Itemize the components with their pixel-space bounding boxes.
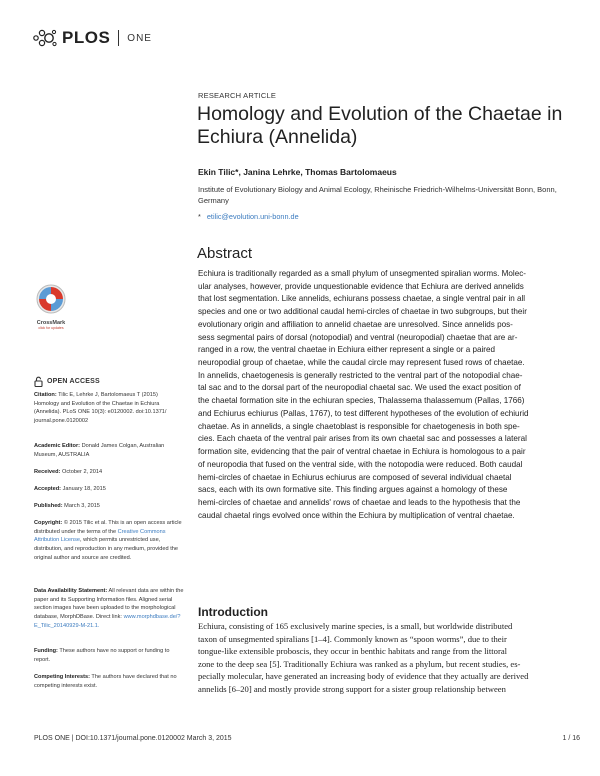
intro-line: taxon of unsegmented spiralians [1–4]. Commonly known as “spoon worms”, due to their bbox=[198, 633, 507, 644]
copyright-block bbox=[34, 519, 184, 563]
journal-logo[interactable] bbox=[32, 28, 152, 48]
abstract-line: tal sac and to the dorsal part of the neuropodial chaetal sac. We used the exact position of bbox=[198, 383, 521, 393]
corresponding-marker: * bbox=[198, 212, 201, 221]
abstract-heading: Abstract bbox=[197, 245, 253, 262]
crossmark-label: CrossMark bbox=[36, 320, 66, 326]
funding-label: Funding: bbox=[34, 648, 58, 654]
accepted-block bbox=[34, 485, 184, 494]
abstract-line: species and one or two additional caudal hemi-circles of chaetae in two subgroups, but their bbox=[198, 307, 527, 317]
abstract-line: cies. Each chaeta of the ventral pair arises from its own chaetal sac and possesses a lateral bbox=[198, 434, 527, 444]
abstract-line: hemi-circles of chaetae and annelids' rows of chaetae and leads to the hypothesis that the bbox=[198, 497, 521, 507]
citation-block bbox=[34, 391, 184, 426]
open-access-label: OPEN ACCESS bbox=[47, 378, 100, 385]
introduction-body bbox=[198, 620, 574, 696]
abstract-line: of neuropodia that fused on the ventral side, with the notopodia were reduced. Both caudal bbox=[198, 459, 523, 469]
abstract-line: hemi-circles of chaetae in Echiurus echiurus are composed of several individual chaetal bbox=[198, 472, 512, 482]
published-block bbox=[34, 502, 184, 511]
accepted-label: Accepted: bbox=[34, 486, 62, 492]
academic-editor-label: Academic Editor: bbox=[34, 443, 81, 449]
abstract-line: and Echiurus echiurus (Pallas, 1767), to test different hypotheses of the evolution of echiurid bbox=[198, 408, 529, 418]
received-label: Received: bbox=[34, 469, 61, 475]
received-block bbox=[34, 468, 184, 477]
affiliation-line: Institute of Evolutionary Biology and Animal Ecology, Rheinische Friedrich-Wilhelms-Universität Bonn, Bonn, bbox=[198, 185, 557, 194]
abstract-line: evolutionary origin and affiliation to annelid chaetae are unresolved. Since annelids pos- bbox=[198, 319, 513, 329]
data-availability-text: All relevant data are within the paper and its Supporting Information files. Aligned serial section images have been uploaded to the morphological database, MorphDBase. Direct link: bbox=[34, 588, 184, 621]
title-line: Echiura (Annelida) bbox=[197, 126, 358, 148]
copyright-text: © 2015 Tilic et al. This is an open access article distributed under the terms of the bbox=[34, 520, 182, 535]
correspondence bbox=[198, 212, 299, 221]
introduction-heading: Introduction bbox=[198, 605, 268, 619]
abstract-line: caudal chaetal rings evolved once within the Echiura by multiplication of ventral chaetae. bbox=[198, 510, 515, 520]
crossmark-sub: click for updates bbox=[38, 326, 64, 330]
competing-interests-label: Competing Interests: bbox=[34, 674, 90, 680]
intro-line: zone to the deep sea [5]. Traditionally Echiura was ranked as a phylum, but recent studies, es- bbox=[198, 658, 521, 669]
license-link[interactable]: Creative Commons Attribution License bbox=[34, 528, 166, 544]
citation-label: Citation: bbox=[34, 392, 57, 398]
copyright-text-after: , which permits unrestricted use, distribution, and reproduction in any medium, provided the original author and source are credited. bbox=[34, 537, 178, 561]
footer-citation: PLOS ONE | DOI:10.1371/journal.pone.0120002 March 3, 2015 bbox=[34, 735, 232, 742]
plos-logo-icon bbox=[32, 28, 58, 48]
abstract-body bbox=[198, 268, 574, 522]
affiliation bbox=[198, 184, 578, 206]
data-availability-block bbox=[34, 587, 184, 631]
crossmark-badge[interactable] bbox=[34, 284, 68, 330]
abstract-line: Echiura is traditionally regarded as a small phylum of unsegmented spiralian worms. Molec- bbox=[198, 269, 526, 278]
article-title bbox=[197, 103, 567, 149]
abstract-line: formation site, evidencing that the pair of ventral chaetae in Echiura is homologous to a pair bbox=[198, 447, 526, 457]
copyright-label: Copyright: bbox=[34, 520, 63, 526]
abstract-line: ular analyses, however, provide unquestionable evidence that Echiura are derived annelids bbox=[198, 281, 524, 291]
abstract-line: chaetae. As in annelids, a single chaetoblast is responsible for chaetogenesis in both spe- bbox=[198, 421, 520, 431]
abstract-line: In annelids, chaetogenesis is generally restricted to the ventral part of the notopodial chae- bbox=[198, 370, 523, 380]
authors: Ekin Tilic*, Janina Lehrke, Thomas Bartolomaeus bbox=[198, 167, 397, 177]
competing-interests-text: The authors have declared that no competing interests exist. bbox=[34, 674, 177, 689]
logo-divider bbox=[118, 30, 119, 46]
intro-line: pecially molecular, have generated an increasing body of evidence that they actually are derived bbox=[198, 671, 529, 682]
academic-editor-block bbox=[34, 442, 184, 459]
intro-line: Echiura, consisting of 165 exclusively marine species, is a small, but worldwide distributed bbox=[198, 621, 513, 631]
academic-editor-text: Donald James Colgan, Australian Museum, AUSTRALIA bbox=[34, 443, 165, 458]
article-type: RESEARCH ARTICLE bbox=[198, 91, 277, 100]
email-link[interactable]: etilic@evolution.uni-bonn.de bbox=[206, 212, 299, 221]
abstract-line: neuropodial group of chaetae, while the caudal circle may represent fused rows of chaetae. bbox=[198, 358, 525, 368]
abstract-line: ranged in a row, the ventral chaetae in Echiura either represent a single or a paired bbox=[198, 345, 495, 355]
abstract-line: sacs, each with its own formative site. This finding argues against a homology of these bbox=[198, 485, 508, 495]
brand-name: PLOS bbox=[62, 28, 111, 47]
competing-interests-block bbox=[34, 673, 184, 690]
funding-text: These authors have no support or funding to report. bbox=[34, 648, 170, 663]
crossmark-icon bbox=[34, 284, 68, 319]
intro-line: tongue-like extensible proboscis, they occur in benthic habitats and range from the littoral bbox=[198, 646, 508, 657]
data-availability-label: Data Availability Statement: bbox=[34, 588, 108, 594]
received-date: October 2, 2014 bbox=[62, 469, 103, 475]
abstract-line: that lost segmentation. Like annelids, echiurans possess chaetae, a single ventral pair in all bbox=[198, 294, 526, 304]
accepted-date: January 18, 2015 bbox=[62, 486, 106, 492]
journal-name: ONE bbox=[127, 32, 152, 44]
funding-block bbox=[34, 647, 184, 664]
title-line: Homology and Evolution of the Chaetae in bbox=[197, 103, 563, 125]
abstract-line: sess segmental pairs of dorsal (notopodial) and ventral (neuropodial) chaetae that are ar- bbox=[198, 332, 518, 342]
citation-text: Tilic E, Lehrke J, Bartolomaeus T (2015) Homology and Evolution of the Chaetae in Echiura (Annelida). PLoS ONE 10(3): e0120002. doi:10.1371/ journal.pone.0120002 bbox=[34, 392, 167, 425]
intro-line: annelids [6–20] and mostly provide strong support for a sister group relationship between bbox=[198, 683, 506, 694]
open-access-badge bbox=[34, 376, 100, 387]
abstract-line: the chaetal formation site in the echiuran species, Thalassema thalassemum (Pallas, 1766) bbox=[198, 396, 525, 406]
affiliation-line: Germany bbox=[198, 196, 229, 205]
published-label: Published: bbox=[34, 503, 63, 509]
published-date: March 3, 2015 bbox=[64, 503, 100, 509]
page-number: 1 / 16 bbox=[562, 735, 580, 742]
open-lock-icon bbox=[34, 376, 43, 387]
morphdbase-link[interactable]: www.morphdbase.de/?E_Tilic_20140929-M-21.1. bbox=[34, 614, 181, 629]
